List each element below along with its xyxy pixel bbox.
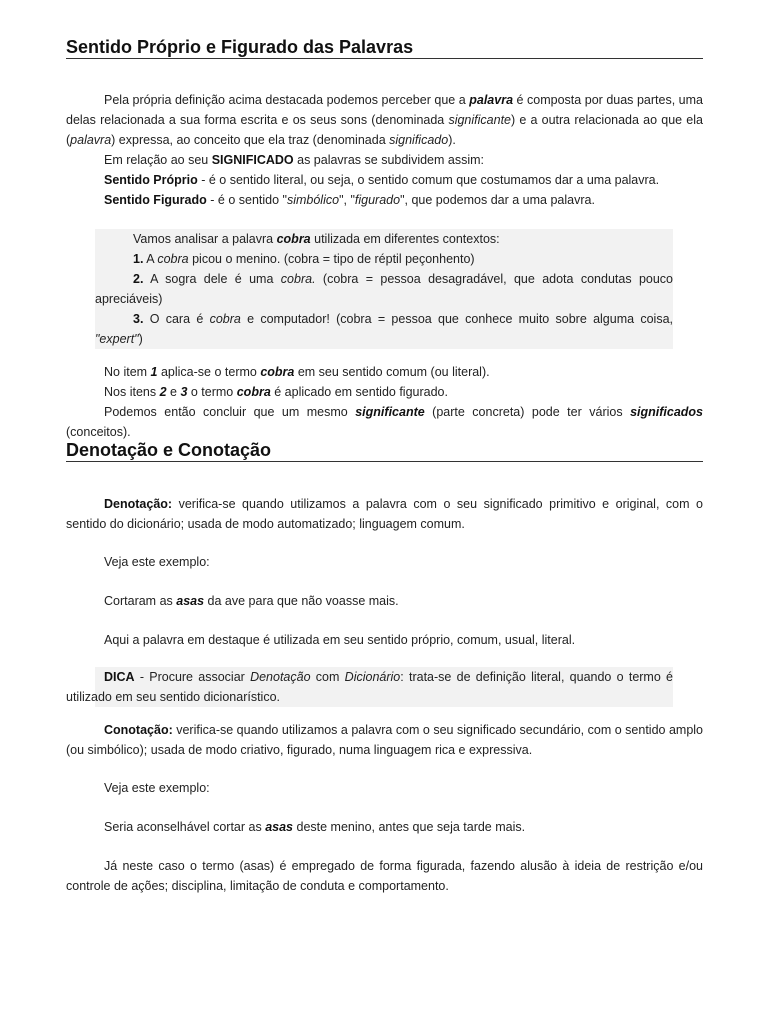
paragraph-denotacao: Denotação: verifica-se quando utilizamos a palavra com o seu significado primitivo e original, com o sentido do dicionário; usada de modo automatizado; linguagem comum. <box>66 497 703 531</box>
example-intro: Vamos analisar a palavra cobra utilizada em diferentes contextos: <box>133 232 500 246</box>
section-heading-sentido: Sentido Próprio e Figurado das Palavras <box>66 36 703 59</box>
example-item-1: 1. A cobra picou o menino. (cobra = tipo de réptil peçonhento) <box>133 252 475 266</box>
paragraph-exemplo-seria: Seria aconselhável cortar as asas deste menino, antes que seja tarde mais. <box>104 820 526 834</box>
example-item-2: 2. A sogra dele é uma cobra. (cobra = pessoa desagradável, que adota condutas pouco apreciáveis) <box>95 272 674 306</box>
section-sentido-conclusion <box>66 362 703 442</box>
paragraph-conclusao: Podemos então concluir que um mesmo significante (parte concreta) pode ter vários significados (conceitos). <box>66 405 703 439</box>
paragraph-item-1: No item 1 aplica-se o termo cobra em seu sentido comum (ou literal). <box>104 365 490 379</box>
paragraph-exemplo-cortaram: Cortaram as asas da ave para que não voasse mais. <box>104 594 399 608</box>
paragraph-sentido-figurado: Sentido Figurado - é o sentido "simbólico", "figurado", que podemos dar a uma palavra. <box>104 193 595 207</box>
section-heading-denotacao: Denotação e Conotação <box>66 439 703 462</box>
tip-text: DICA - Procure associar Denotação com Dicionário: trata-se de definição literal, quando o termo é utilizado em seu sentido dicionarístico. <box>66 670 674 704</box>
paragraph-itens-2-3: Nos itens 2 e 3 o termo cobra é aplicado em sentido figurado. <box>104 385 448 399</box>
paragraph-veja-exemplo-1: Veja este exemplo: <box>104 555 210 569</box>
paragraph-sentido-proprio: Sentido Próprio - é o sentido literal, ou seja, o sentido comum que costumamos dar a uma palavra. <box>104 173 660 187</box>
section-sentido-intro <box>66 90 703 210</box>
paragraph-significado: Em relação ao seu SIGNIFICADO as palavras se subdividem assim: <box>104 153 485 167</box>
paragraph-sentido-literal: Aqui a palavra em destaque é utilizada em seu sentido próprio, comum, usual, literal. <box>104 633 576 647</box>
paragraph-definicao-palavra: Pela própria definição acima destacada podemos perceber que a palavra é composta por duas partes, uma delas relacionada a sua forma escrita e os seus sons (denominada significante) e a outra relacionada ao que ela (palavra) expressa, ao conceito que ela traz (denominada significado). <box>66 93 703 147</box>
paragraph-sentido-figurado-asas: Já neste caso o termo (asas) é empregado de forma figurada, fazendo alusão à ideia de restrição e/ou controle de ações; disciplina, limitação de conduta e comportamento. <box>66 859 703 893</box>
example-box-cobra <box>95 229 673 349</box>
paragraph-conotacao: Conotação: verifica-se quando utilizamos a palavra com o seu significado secundário, com o sentido amplo (ou simbólico); usada de modo criativo, figurado, numa linguagem rica e expressiva. <box>66 723 703 757</box>
paragraph-veja-exemplo-2: Veja este exemplo: <box>104 781 210 795</box>
tip-box <box>66 667 674 707</box>
example-item-3: 3. O cara é cobra e computador! (cobra = pessoa que conhece muito sobre alguma coisa, "expert") <box>95 312 673 346</box>
